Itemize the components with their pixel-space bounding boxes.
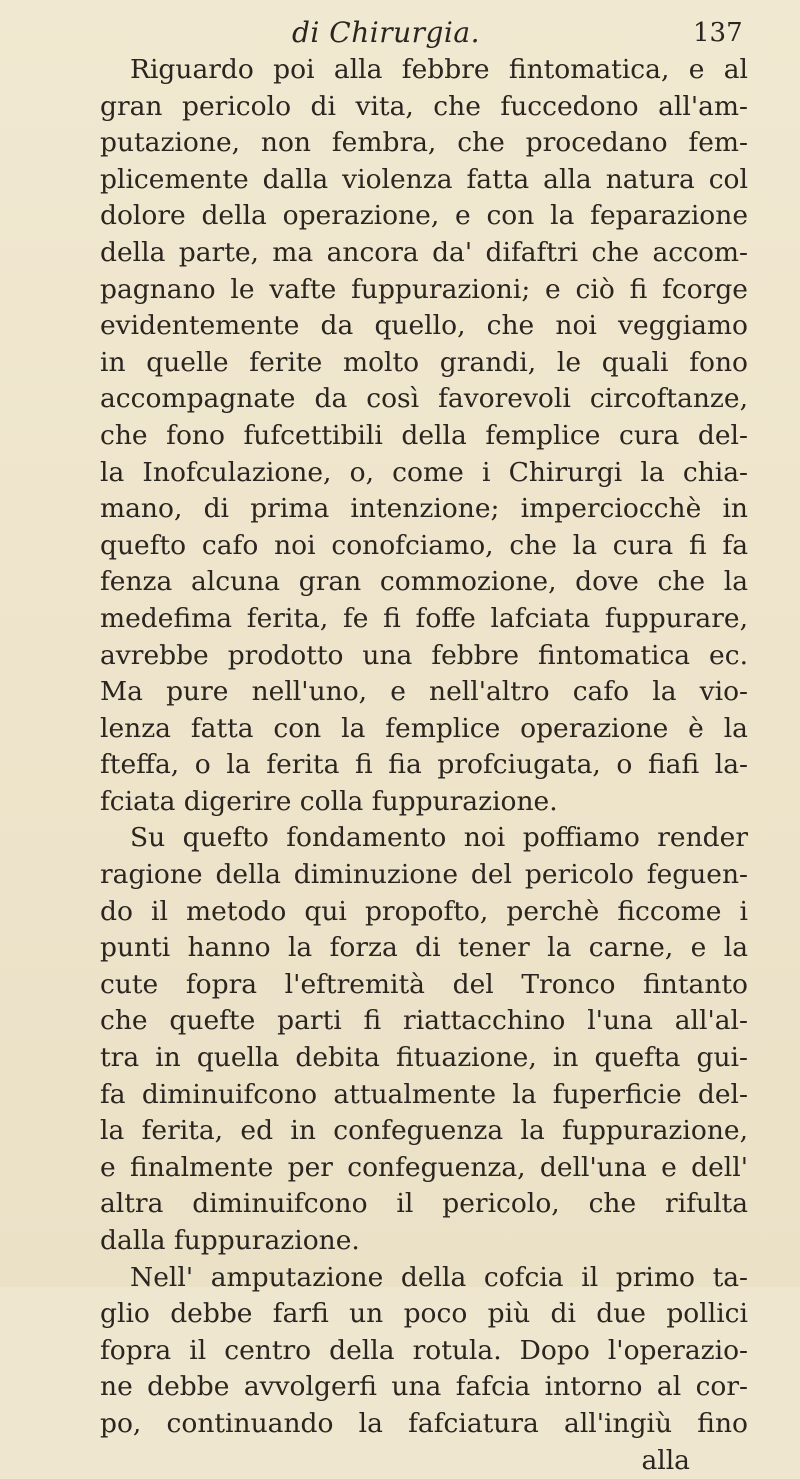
- text-line: Su quefto fondamento noi poffiamo render: [130, 822, 748, 854]
- text-line: do il metodo qui propofto, perchè ficcome i: [100, 895, 748, 927]
- text-line: fopra il centro della rotula. Dopo l'operazio-: [100, 1334, 748, 1366]
- body-text: [100, 52, 748, 1479]
- text-line: fenza alcuna gran commozione, dove che la: [100, 566, 748, 598]
- text-line: avrebbe prodotto una febbre fintomatica ec.: [100, 639, 748, 671]
- text-line: dalla fuppurazione.: [100, 1225, 360, 1256]
- text-line: tra in quella debita fituazione, in quefta gui-: [100, 1042, 748, 1074]
- text-line: in quelle ferite molto grandi, le quali fono: [100, 346, 748, 378]
- text-line: punti hanno la forza di tener la carne, e la: [100, 932, 748, 964]
- text-line: Nell' amputazione della cofcia il primo ta-: [130, 1261, 748, 1293]
- text-line: mano, di prima intenzione; imperciocchè in: [100, 493, 748, 525]
- text-line: la ferita, ed in confeguenza la fuppurazione,: [100, 1115, 748, 1147]
- text-line: medefima ferita, fe fi foffe lafciata fuppurare,: [100, 602, 748, 634]
- text-line: ragione della diminuzione del pericolo feguen-: [100, 859, 748, 891]
- text-line: Ma pure nell'uno, e nell'altro cafo la vio-: [100, 676, 748, 708]
- text-line: quefto cafo noi conofciamo, che la cura fi fa: [100, 529, 748, 561]
- text-line: evidentemente da quello, che noi veggiamo: [100, 310, 748, 342]
- text-line: fciata digerire colla fuppurazione.: [100, 785, 558, 817]
- text-line: glio debbe farfi un poco più di due pollici: [100, 1298, 748, 1330]
- text-line: e finalmente per confeguenza, dell'una e dell': [100, 1151, 748, 1183]
- text-line: fteffa, o la ferita fi fia profciugata, o fiafi la-: [100, 749, 748, 781]
- text-line: lenza fatta con la femplice operazione è la: [100, 712, 748, 744]
- page-header: [0, 16, 800, 56]
- text-line: pagnano le vafte fuppurazioni; e ciò fi fcorge: [100, 273, 748, 305]
- text-line: Riguardo poi alla febbre fintomatica, e al: [130, 54, 748, 85]
- catchword: alla: [641, 1444, 690, 1476]
- text-line: fa diminuifcono attualmente la fuperficie del-: [100, 1078, 748, 1110]
- text-line: cute fopra l'eftremità del Tronco fintanto: [100, 968, 748, 1000]
- text-line: accompagnate da così favorevoli circoftanze,: [100, 383, 748, 415]
- text-line: putazione, non fembra, che procedano fem-: [100, 127, 748, 159]
- text-line: plicemente dalla violenza fatta alla natura col: [100, 163, 748, 195]
- text-line: che quefte parti fi riattacchino l'una all'al-: [100, 1005, 748, 1037]
- text-line: ne debbe avvolgerfi una fafcia intorno al cor-: [100, 1371, 748, 1403]
- text-line: che fono fufcettibili della femplice cura del-: [100, 419, 748, 451]
- running-title: di Chirurgia.: [292, 16, 480, 49]
- page-number: 137: [693, 18, 743, 48]
- text-line: po, continuando la fafciatura all'ingiù fino: [100, 1407, 748, 1439]
- text-line: la Inofculazione, o, come i Chirurgi la chia-: [100, 456, 748, 488]
- text-line: dolore della operazione, e con la feparazione: [100, 200, 748, 232]
- text-line: gran pericolo di vita, che fuccedono all'am-: [100, 90, 748, 122]
- text-line: della parte, ma ancora da' difaftri che accom-: [100, 236, 748, 268]
- text-line: altra diminuifcono il pericolo, che rifulta: [100, 1188, 748, 1220]
